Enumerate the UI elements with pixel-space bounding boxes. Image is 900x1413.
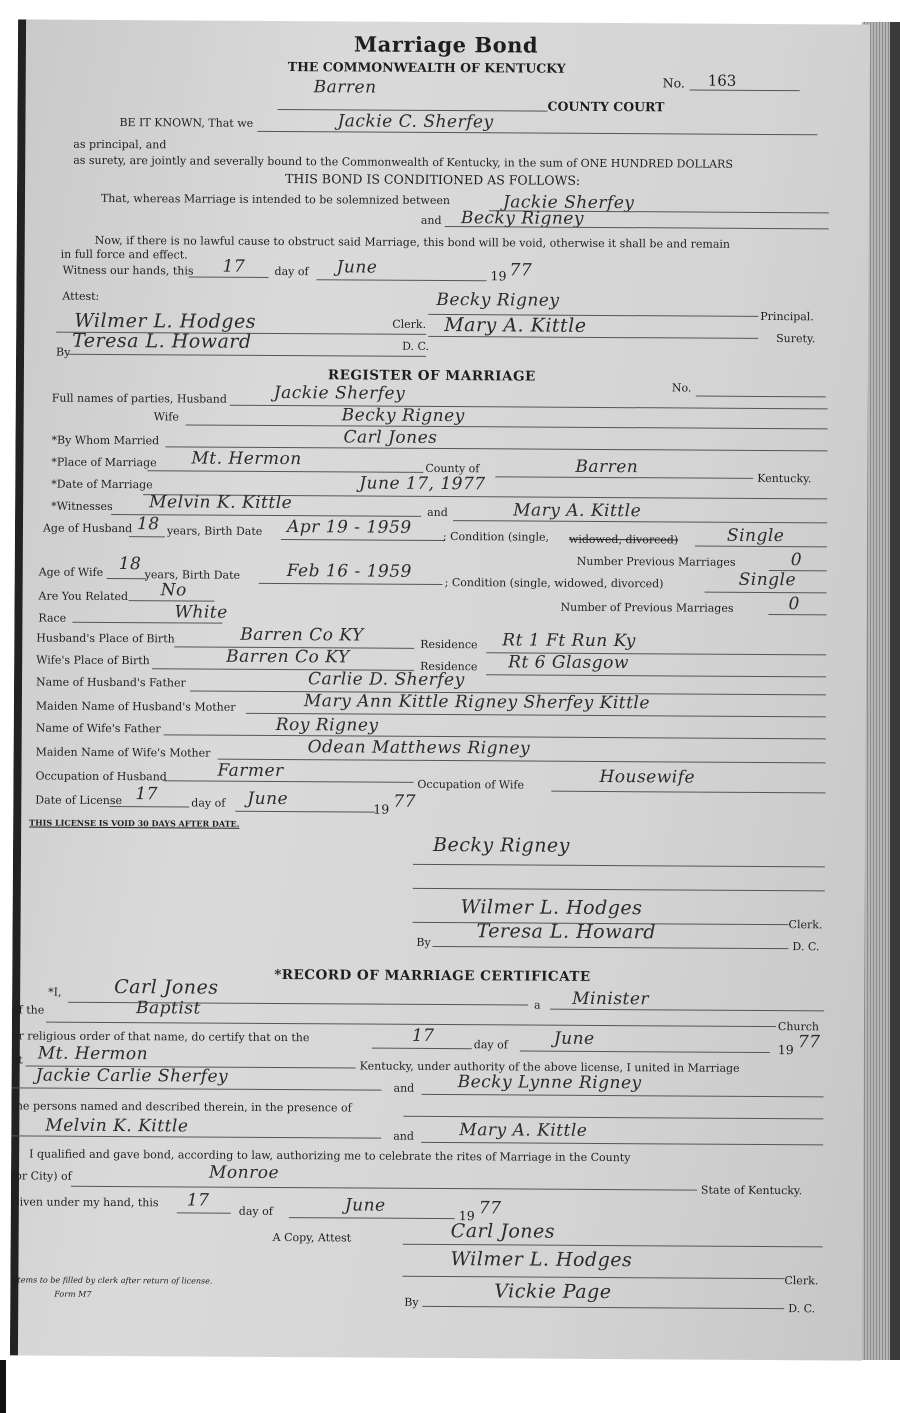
husband-name: Jackie Sherfey [273,382,406,404]
bond-number: 163 [707,71,737,90]
husband-prev-value: 0 [790,550,803,571]
husband-occupation: Farmer [217,760,284,782]
age-husband-value: 18 [136,514,160,535]
cert-given-year: 77 [478,1198,502,1219]
cert-at-label: at [11,1053,23,1067]
attest-label: Attest: [62,289,100,303]
wife-occupation: Housewife [599,766,696,788]
cert-church-name: Baptist [135,998,201,1019]
license-year-prefix: 19 [373,801,390,817]
husband-mother: Mary Ann Kittle Rigney Sherfey Kittle [303,691,651,714]
witness-hands-label: Witness our hands, this [62,263,194,278]
now-text: Now, if there is no lawful cause to obstruct said Marriage, this bond will be void, otherwise it shall be and remain [94,233,731,251]
cert-groom: Jackie Carlie Sherfey [35,1065,229,1087]
witnesses-label: *Witnesses [51,499,113,513]
binding-shadow [10,19,26,1355]
document-page [10,19,870,1360]
cert-day-of: day of [473,1038,508,1052]
cert-bride: Becky Lynne Rigney [457,1072,642,1094]
wife-birth-date: Feb 16 - 1959 [286,561,412,582]
husband-condition: Single [726,525,785,547]
whereas-text: That, whereas Marriage is intended to be solemnized between [100,191,450,208]
bond-title: Marriage Bond [353,31,539,58]
county-handwritten: Barren [313,77,377,98]
cert-clerk-label: Clerk. [784,1274,819,1288]
bond-dc-label: D. C. [402,339,430,353]
cert-dc-signature: Vickie Page [494,1280,612,1304]
bond-clerk-label: Clerk. [392,317,427,331]
as-principal: as principal, and [73,137,167,152]
husband-father: Carlie D. Sherfey [308,669,465,691]
cert-year-prefix: 19 [777,1042,794,1058]
husband-widowed-divorced: widowed, divorced) [568,532,679,547]
cert-day: 17 [411,1025,435,1046]
wife-residence-label: Residence [420,659,478,674]
place-value: Mt. Hermon [191,448,302,470]
county-of-value: Barren [575,456,639,478]
bond-by-label: By [56,345,71,359]
register-clerk-signature: Wilmer L. Hodges [460,896,643,920]
wife-mother: Odean Matthews Rigney [307,737,531,759]
husband-mother-label: Maiden Name of Husband's Mother [35,699,236,714]
license-day: 17 [135,784,159,805]
place-label: *Place of Marriage [51,455,157,470]
witness-year-prefix: 19 [490,268,507,284]
certificate-title: *RECORD OF MARRIAGE CERTIFICATE [274,966,591,985]
husband-pob: Barren Co KY [240,624,364,646]
bond-clerk-signature: Wilmer L. Hodges [74,309,257,333]
race-label: Race [38,611,67,625]
age-wife-label: Age of Wife [38,565,104,579]
license-day-of: day of [191,796,226,810]
cert-month: June [553,1028,595,1049]
related-label: Are You Related [38,589,129,604]
wife-father-label: Name of Wife's Father [35,721,161,736]
cert-kentucky-authority: Kentucky, under authority of the above license, I united in Marriage [359,1059,740,1075]
witness-month: June [336,257,378,278]
license-date-label: Date of License [35,793,123,808]
cert-minister-title: Minister [572,988,650,1010]
wife-prev-value: 0 [788,594,800,615]
wife-occupation-label: Occupation of Wife [417,777,525,792]
full-force-text: in full force and effect. [60,247,188,262]
date-of-marriage-label: *Date of Marriage [51,477,153,492]
age-wife-value: 18 [118,554,142,575]
date-of-marriage-value: June 17, 1977 [359,473,486,495]
wife-condition: Single [738,569,797,591]
register-clerk-label: Clerk. [788,918,823,932]
cert-religious-order: or religious order of that name, do certify that on the [11,1029,310,1045]
between-and: and [420,213,442,228]
cert-church-label: Church [777,1020,820,1034]
husband-years-birth-label: years, Birth Date [166,524,263,538]
cert-clerk-signature: Wilmer L. Hodges [450,1248,633,1272]
footnote-form: Form M7 [54,1289,92,1299]
race-value: White [174,602,228,623]
cert-dc-label: D. C. [788,1302,816,1316]
cert-given-day: 17 [186,1190,210,1211]
license-month: June [247,788,289,810]
applicant-signature: Becky Rigney [432,833,571,857]
principal-label: Principal. [760,309,814,324]
bottom-margin [0,1360,900,1413]
age-husband-label: Age of Husband [42,521,133,536]
county-court-label: COUNTY COURT [547,98,665,115]
husband-pob-label: Husband's Place of Birth [36,631,175,646]
cert-by-label: By [404,1295,419,1309]
wife-residence: Rt 6 Glasgow [508,652,630,674]
cert-state-of-ky: State of Kentucky. [700,1183,803,1198]
wife-pob-label: Wife's Place of Birth [36,653,150,668]
wife-prev-label: Number of Previous Marriages [560,600,734,615]
cert-witness-1: Melvin K. Kittle [45,1115,189,1137]
register-dc-signature: Teresa L. Howard [476,920,657,944]
between-party-2: Becky Rigney [460,208,585,229]
cert-a-label: a [534,998,541,1012]
void-notice: THIS LICENSE IS VOID 30 DAYS AFTER DATE. [29,817,240,829]
cert-witnesses-and: and [393,1129,415,1143]
related-value: No [160,580,187,601]
binding-edge [0,1360,6,1413]
bond-no-label: No. [662,75,685,91]
wife-mother-label: Maiden Name of Wife's Mother [35,745,211,760]
cert-qualified-text: I qualified and gave bond, according to law, authorizing me to celebrate the rites of Marriage in the County [29,1147,631,1165]
husband-father-label: Name of Husband's Father [36,675,186,690]
cert-county: Monroe [208,1162,280,1184]
husband-residence-label: Residence [420,637,478,652]
wife-label: Wife [153,410,179,424]
witness-year: 77 [509,260,533,281]
register-title: REGISTER OF MARRIAGE [327,367,536,385]
cert-witness-2: Mary A. Kittle [459,1120,588,1141]
cert-given-day-of: day of [238,1204,273,1218]
cert-place: Mt. Hermon [37,1043,149,1065]
register-by-label: By [416,935,431,949]
surety-label: Surety. [776,332,816,346]
footnote-items: *Items to be filled by clerk after return of license. [10,1275,213,1286]
cert-minister-name: Carl Jones [114,976,219,999]
cert-i-label: *I, [48,985,62,999]
be-it-known: BE IT KNOWN, That we [119,116,254,130]
between-party-1: Jackie Sherfey [502,192,635,214]
wife-name: Becky Rigney [341,405,465,427]
cert-of-the: of the [11,1003,45,1017]
wife-father: Roy Rigney [275,714,379,736]
cert-couple-and: and [393,1081,415,1095]
cert-given-year-prefix: 19 [458,1208,475,1224]
principal-signature: Becky Rigney [436,289,560,311]
witness-2: Mary A. Kittle [513,500,642,522]
license-year: 77 [393,791,417,812]
bond-party: Jackie C. Sherfey [337,111,494,133]
copy-attest: A Copy, Attest [272,1230,352,1245]
surety-signature: Mary A. Kittle [444,314,587,337]
register-dc-label: D. C. [792,940,820,954]
wife-pob: Barren Co KY [226,646,350,668]
witnesses-and: and [427,505,448,520]
husband-occupation-label: Occupation of Husband [35,769,167,784]
bond-dc-signature: Teresa L. Howard [72,329,252,353]
husband-residence: Rt 1 Ft Run Ky [502,630,636,652]
cert-given-month: June [344,1195,386,1216]
wife-condition-label: ; Condition (single, widowed, divorced) [444,576,664,591]
book-cover [890,22,900,1362]
cert-or-city-of: (or City) of [10,1169,72,1183]
witness-day: 17 [222,256,246,277]
cert-persons-named: the persons named and described therein, in the presence of [11,1099,352,1115]
county-of-label: County of [425,461,480,476]
wife-years-birth-label: years, Birth Date [144,568,241,582]
as-surety-text: as surety, are jointly and severally bound to the Commonwealth of Kentucky, in the sum of ONE HUNDRED DOLLARS [73,153,733,171]
by-whom-label: *By Whom Married [51,433,160,448]
witness-1: Melvin K. Kittle [149,492,293,514]
witness-day-of: day of [274,264,309,279]
husband-birth-date: Apr 19 - 1959 [286,517,412,538]
commonwealth-heading: THE COMMONWEALTH OF KENTUCKY [287,59,566,76]
cert-minister-signature: Carl Jones [450,1220,556,1243]
register-no-label: No. [671,381,692,395]
cert-given-under: Given under my hand, this [10,1195,159,1210]
husband-prev-label: Number Previous Marriages [576,554,736,569]
by-whom-value: Carl Jones [343,427,438,448]
kentucky-label: Kentucky. [757,471,812,486]
husband-condition-label: ; Condition (single, [442,530,550,544]
full-names-label: Full names of parties, Husband [51,391,227,406]
cert-year: 77 [797,1032,821,1053]
conditioned-heading: THIS BOND IS CONDITIONED AS FOLLOWS: [285,171,581,188]
